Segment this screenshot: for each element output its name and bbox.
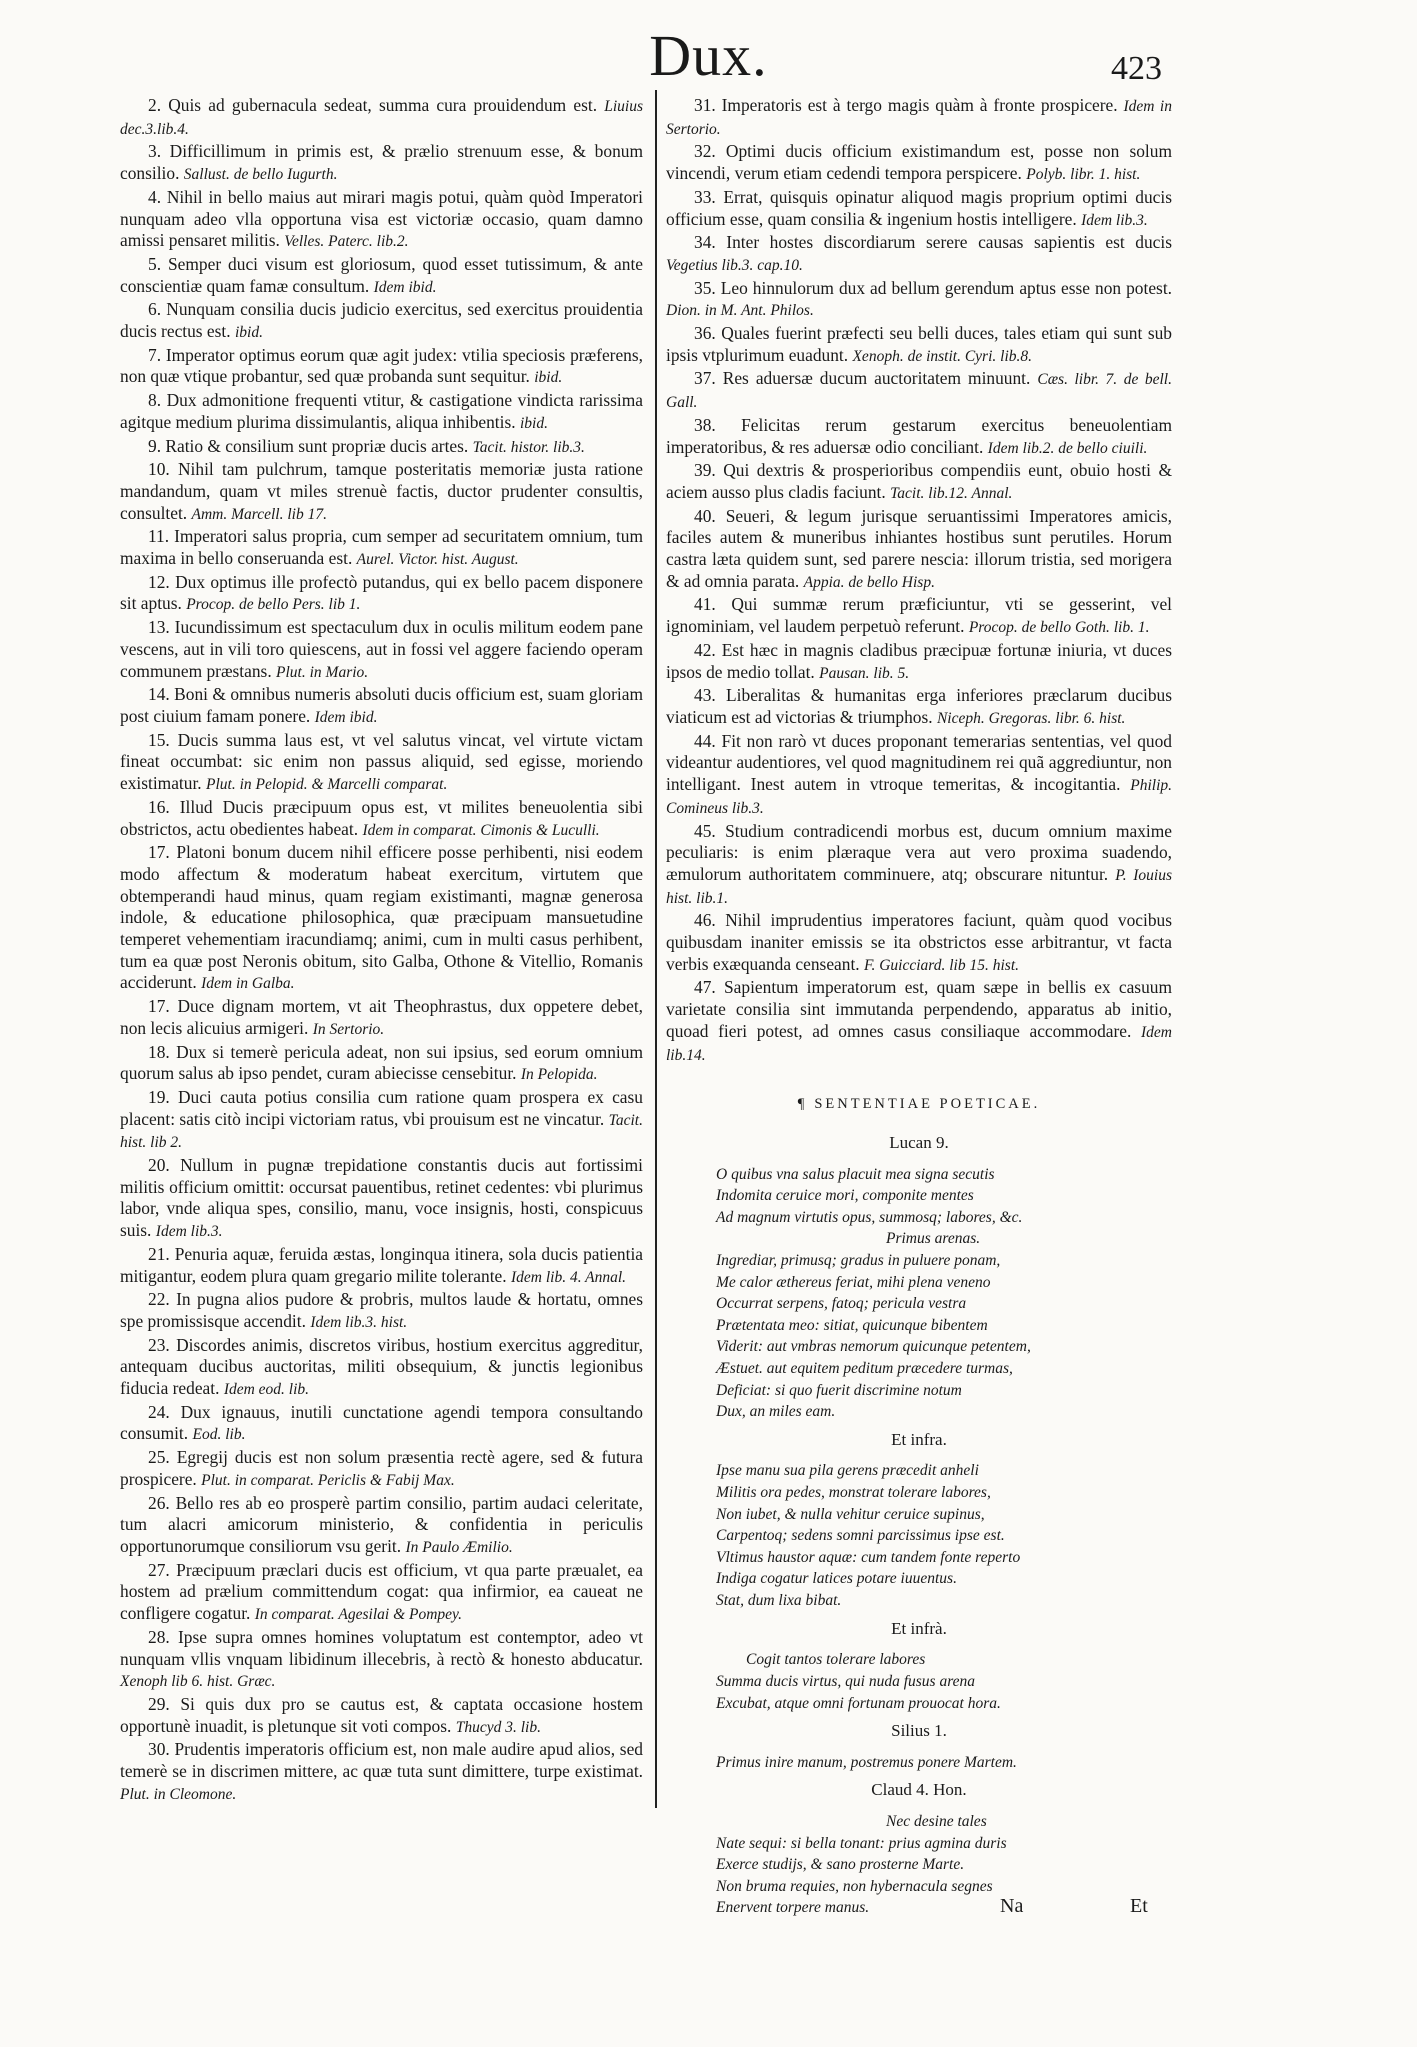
entry-citation: Idem lib.3.	[155, 1223, 223, 1241]
entry-citation: Xenoph lib 6. hist. Græc.	[120, 1673, 276, 1691]
entry-citation: Idem lib.2. de bello ciuili.	[987, 439, 1148, 457]
sententia-entry	[666, 187, 1172, 231]
entry-citation: Thucyd 3. lib.	[455, 1718, 541, 1736]
page-number: 423	[1111, 50, 1162, 87]
entry-text: 17. Platoni bonum ducem nihil efficere posse perhibenti, nisi eodem modo affectum & moderatum habeat exercitum, virtutem que obtemperandi haud minus, quam regiam existimanti, magnæ generosa indole, & educatione philosophica, quæ præcipuam mansuetudine temperet vehementiam iracundiamq; animi, cum in multi casus perhibent, tum ea quæ post Neronis obitum, sito Galba, Othone & Vitellio, Romanis acciderunt.	[120, 842, 643, 993]
sententia-entry	[120, 1694, 643, 1738]
entry-text: 46. Nihil imprudentius imperatores faciunt, quàm quod vocibus quibusdam inaniter emissis se ita obstrictos esse arbitrantur, vt facta verbis exæquanda censeant.	[666, 910, 1172, 974]
sententia-entry	[120, 1627, 643, 1693]
sententia-entry	[120, 730, 643, 796]
sententia-entry	[666, 731, 1172, 820]
entry-text: 34. Inter hostes discordiarum serere causas sapientis est ducis	[694, 232, 1172, 253]
verse-line: Ad magnum virtutis opus, summosq; labores, &c.	[716, 1208, 1023, 1226]
page-title: Dux.	[649, 23, 768, 88]
entry-citation: Idem ibid.	[373, 278, 437, 296]
entry-citation: Appia. de bello Hisp.	[803, 573, 935, 591]
entry-text: 18. Dux si temerè pericula adeat, non sui ipsius, sed eorum omnium quorum salus ab ipso pendet, curam abiecisse censebitur.	[120, 1041, 643, 1084]
sententia-entry	[120, 526, 643, 570]
sententia-entry	[666, 977, 1172, 1066]
verse-line: Æstuet. aut equitem peditum præcedere turmas,	[716, 1359, 1013, 1377]
verse-line: Primus arenas.	[886, 1230, 981, 1248]
sententia-entry	[666, 685, 1172, 729]
entry-citation: Procop. de bello Pers. lib 1.	[186, 596, 361, 614]
entry-citation: Idem ibid.	[314, 708, 378, 726]
entry-text: 45. Studium contradicendi morbus est, ducum omnium maxime peculiaris: is enim plæraque vera aut vero proxima suadendo, æmulorum authoritatem comminuere, atq; obscurare nituntur.	[666, 820, 1172, 884]
entry-text: 29. Si quis dux pro se cautus est, & captata occasione hostem opportunè inuadit, is pletunque sit voti compos.	[120, 1693, 643, 1736]
entry-text: 12. Dux optimus ille profectò putandus, qui ex bello pacem disponere sit aptus.	[120, 571, 643, 614]
entry-citation: Tacit. hist. lib 2.	[120, 1111, 643, 1152]
entry-citation: Dion. in M. Ant. Philos.	[666, 302, 814, 320]
paragraph-mark: ¶	[797, 1096, 805, 1113]
entry-text: 32. Optimi ducis officium existimandum est, posse non solum vincendi, verum etiam cedendi tempora perspicere.	[666, 141, 1172, 184]
sententia-entry	[120, 1042, 643, 1086]
poem-source: Silius 1.	[891, 1721, 947, 1741]
verse-line: Summa ducis virtus, qui nuda fusus arena	[716, 1672, 976, 1690]
entry-citation: ibid.	[519, 414, 548, 432]
entry-text: 47. Sapientum imperatorum est, quam sæpe in bellis ex casuum varietate consilia sint immutanda perpendendo, apparatus ab initio, quoad fieri potest, ad omnes casus consiliaque accommodare.	[666, 977, 1172, 1041]
sententia-entry	[120, 141, 643, 185]
entry-text: 22. In pugna alios pudore & probris, multos laude & hortatu, omnes spe promissisque accendit.	[120, 1289, 643, 1331]
entry-citation: Xenoph. de instit. Cyri. lib.8.	[852, 347, 1032, 365]
verse-line: Prætentata meo: sitiat, quicunque bibentem	[716, 1316, 988, 1334]
verse-line: Occurrat serpens, fatoq; pericula vestra	[716, 1295, 967, 1313]
entry-citation: F. Guicciard. lib 15. hist.	[864, 956, 1019, 974]
entry-text: 5. Semper duci visum est gloriosum, quod esset tutissimum, & ante conscientiæ quam famæ consultum.	[120, 253, 643, 296]
verse-line: Excubat, atque omni fortunam prouocat hora.	[716, 1694, 1001, 1712]
verse-line: Enervent torpere manus.	[716, 1899, 870, 1917]
sententia-entry	[120, 1493, 643, 1559]
sententia-entry	[120, 95, 643, 140]
entry-text: 24. Dux ignauus, inutili cunctatione agendi tempora consultando consumit.	[120, 1401, 643, 1444]
entry-citation: Pausan. lib. 5.	[819, 664, 910, 682]
entry-text: 13. Iucundissimum est spectaculum dux in oculis militum eodem pane vescens, aut in vili toro quiescens, aut in fossi vel aggere faciendo operam communem præstans.	[120, 617, 643, 681]
sententia-entry	[120, 842, 643, 995]
entry-text: 6. Nunquam consilia ducis judicio exercitus, sed exercitus prouidentia ducis rectus est.	[120, 299, 643, 342]
entry-citation: In Sertorio.	[312, 1020, 385, 1038]
sententia-entry	[120, 1447, 643, 1491]
sententia-entry	[120, 254, 643, 298]
right-entries	[666, 95, 1172, 1066]
entry-text: 44. Fit non rarò vt duces proponant temerarias sententias, vel quod videantur audentiores, vel quod magnitudinem rei quã aggrediuntur, non intelligant. Inest autem in vtroque temeritas, & incogitantia.	[666, 730, 1172, 795]
entry-text: 36. Quales fuerint præfecti seu belli duces, tales etiam qui sunt sub ipsis vtplurimum euadunt.	[666, 323, 1172, 365]
sententia-entry	[666, 506, 1172, 594]
catchword-2: Et	[1130, 1895, 1148, 1917]
entry-text: 28. Ipse supra omnes homines voluptatum est contemptor, adeo vt nunquam vllis vnquam libidinum illecebris, à rectò & honesto abducatur.	[120, 1626, 643, 1669]
verse-line: Exerce studijs, & sano prosterne Marte.	[716, 1856, 965, 1874]
entry-citation: ibid.	[234, 324, 263, 342]
entry-text: 20. Nullum in pugnæ trepidatione constantis ducis aut fortissimi militis officium omittit: occursat pauentibus, retinet cedentes: vbi plurimus labor, vnde aliqua spes, consilio, manu, voce insignis, hosti, conspicuus suis.	[120, 1155, 643, 1241]
entry-citation: Cæs. libr. 7. de bell. Gall.	[666, 371, 1172, 412]
sententia-entry	[666, 640, 1172, 684]
verse-line: Militis ora pedes, monstrat tolerare labores,	[716, 1484, 991, 1502]
verse-line: Nec desine tales	[886, 1813, 987, 1831]
verse-line: Carpentoq; sedens somni parcissimus ipse est.	[716, 1527, 1005, 1545]
entry-citation: Idem in comparat. Cimonis & Luculli.	[362, 821, 600, 839]
sententia-entry	[120, 345, 643, 389]
entry-text: 8. Dux admonitione frequenti vtitur, & castigatione vindicta rarissima agitque medium plurima dissimulantis, aliqua inhibentis.	[120, 390, 643, 432]
sententia-entry	[120, 459, 643, 525]
sententia-entry	[666, 460, 1172, 504]
verse-line: Viderit: aut vmbras nemorum quicunque petentem,	[716, 1338, 1031, 1356]
entry-text: 16. Illud Ducis præcipuum opus est, vt milites beneuolentia sibi obstrictos, actu obedientes habeat.	[120, 796, 643, 839]
poem-source: Claud 4. Hon.	[871, 1780, 967, 1800]
entry-text: 3. Difficillimum in primis est, & prælio strenuum esse, & bonum consilio.	[120, 141, 643, 184]
entry-citation: In Pelopida.	[520, 1066, 598, 1084]
entry-text: 27. Præcipuum præclari ducis est officium, vt qua parte præualet, ea hostem ad prælium committendum cogat: qua infirmior, ea caueat ne confligere cogatur.	[120, 1559, 643, 1624]
entry-citation: In comparat. Agesilai & Pompey.	[254, 1606, 462, 1624]
verse-line: Indomita ceruice mori, componite mentes	[716, 1187, 974, 1205]
entry-citation: Vegetius lib.3. cap.10.	[666, 256, 803, 274]
entry-text: 31. Imperatoris est à tergo magis quàm à fronte prospicere.	[694, 95, 1118, 115]
entry-citation: Idem lib.3. hist.	[310, 1313, 408, 1331]
entry-text: 19. Duci cauta potius consilia cum ratione quam prospera ex casu placent: satis citò incipi victoriam ratus, vbi prouisum est ne vincatur.	[120, 1086, 643, 1129]
sententia-entry	[120, 1739, 643, 1805]
verse-line: Non bruma requies, non hybernacula segnes	[716, 1877, 993, 1895]
sententia-entry	[120, 1560, 643, 1626]
verse-line: Indiga cogatur latices potare iuuentus.	[716, 1570, 957, 1588]
verse-block	[666, 1460, 1172, 1611]
entry-text: 11. Imperatori salus propria, cum semper ad securitatem omnium, tum maxima in bello conseruanda est.	[120, 526, 643, 569]
entry-text: 38. Felicitas rerum gestarum exercitus beneuolentiam imperatoribus, & res aduersæ odio conciliant.	[666, 414, 1172, 457]
poetic-heading-text: SENTENTIAE POETICAE.	[814, 1096, 1041, 1113]
entry-citation: Sallust. de bello Iugurth.	[183, 166, 338, 184]
entry-citation: Eod. lib.	[192, 1426, 246, 1444]
entry-citation: Philip. Comineus lib.3.	[666, 777, 1172, 817]
sententia-entry	[666, 141, 1172, 185]
entry-text: 4. Nihil in bello maius aut mirari magis potui, quàm quòd Imperatori nunquam adeo vlla opportuna visa est victoriæ occasio, quam damno amissi pensaret militis.	[120, 186, 643, 251]
sententia-entry	[120, 572, 643, 616]
entry-citation: Idem lib.14.	[666, 1023, 1172, 1064]
entry-citation: Plut. in Mario.	[276, 663, 369, 681]
entry-citation: In Paulo Æmilio.	[405, 1539, 513, 1556]
entry-text: 21. Penuria aquæ, feruida æstas, longinqua itinera, sola ducis patientia mitigantur, eodem plura quam gregario milite tolerante.	[120, 1243, 643, 1286]
sententia-entry	[120, 1402, 643, 1446]
poetic-heading	[666, 1094, 1172, 1116]
entry-text: 10. Nihil tam pulchrum, tamque posteritatis memoriæ justa ratione mandandum, quam vt miles strenuè factis, ductor prudenter consultis, consultet.	[120, 459, 643, 523]
verse-line: Primus inire manum, postremus ponere Martem.	[716, 1753, 1017, 1771]
verse-block	[666, 1164, 1172, 1423]
entry-text: 30. Prudentis imperatoris officium est, non male audire apud alios, sed temerè se in discrimen mittere, ac quæ tuta sunt dimittere, turpe existimat.	[120, 1739, 643, 1782]
entry-text: 14. Boni & omnibus numeris absoluti ducis officium est, suam gloriam post ciuium famam ponere.	[120, 684, 643, 726]
entry-citation: Idem in Sertorio.	[666, 98, 1172, 138]
verse-line: Non iubet, & nulla vehitur ceruice supinus,	[716, 1505, 985, 1523]
sententia-entry	[120, 187, 643, 253]
poetic-sections	[666, 1132, 1172, 1919]
verse-line: Deficiat: si quo fuerit discrimine notum	[716, 1381, 962, 1399]
sententia-entry	[120, 797, 643, 841]
poem-source: Lucan 9.	[889, 1132, 949, 1152]
verse-line: Ingrediar, primusq; gradus in puluere ponam,	[716, 1252, 1001, 1270]
verse-line: Nate sequi: si bella tonant: prius agmina duris	[716, 1834, 1007, 1852]
entry-citation: Procop. de bello Goth. lib. 1.	[968, 619, 1150, 637]
entry-citation: ibid.	[534, 369, 563, 387]
right-column	[666, 95, 1172, 1919]
entry-citation: Amm. Marcell. lib 17.	[191, 505, 327, 523]
verse-line: Stat, dum lixa bibat.	[716, 1592, 842, 1610]
entry-citation: Liuius dec.3.lib.4.	[120, 98, 643, 138]
entry-citation: Plut. in Pelopid. & Marcelli comparat.	[206, 776, 448, 794]
poem-source: Et infrà.	[891, 1618, 947, 1638]
sententia-entry	[666, 95, 1172, 140]
entry-citation: Idem lib. 4. Annal.	[510, 1268, 627, 1286]
entry-citation: Polyb. libr. 1. hist.	[1026, 166, 1141, 184]
sententia-entry	[120, 390, 643, 434]
verse-line: O quibus vna salus placuit mea signa secutis	[716, 1165, 995, 1183]
sententia-entry	[120, 684, 643, 728]
verse-block	[666, 1752, 1172, 1774]
entry-citation: Plut. in comparat. Periclis & Fabij Max.	[201, 1471, 455, 1489]
entry-citation: Aurel. Victor. hist. August.	[356, 551, 519, 569]
entry-text: 42. Est hæc in magnis cladibus præcipuæ fortunæ iniuria, vt duces ipsos de medio tollat.	[666, 639, 1172, 682]
verse-block	[666, 1649, 1172, 1714]
entry-citation: Niceph. Gregoras. libr. 6. hist.	[936, 709, 1126, 727]
poem-source: Et infra.	[891, 1429, 947, 1449]
sententia-entry	[120, 1155, 643, 1243]
verse-line: Me calor æthereus feriat, mihi plena veneno	[716, 1273, 991, 1291]
entry-text: 40. Seueri, & legum jurisque seruantissimi Imperatores amicis, faciles autem & muneribus inhiantes hostibus sunt perutiles. Horum castra læta quidem sunt, sed parere nescia: illorum tristia, sed morigera & ad omnia parata.	[666, 505, 1172, 591]
verse-line: Dux, an miles eam.	[716, 1403, 836, 1421]
sententia-entry	[120, 1335, 643, 1401]
sententia-entry	[666, 594, 1172, 638]
entry-text: 7. Imperator optimus eorum quæ agit judex: vtilia speciosis præferens, non quæ vtique probantur, sed quæ probanda sunt sequitur.	[120, 344, 643, 387]
entry-citation: Idem lib.3.	[1081, 211, 1148, 229]
sententia-entry	[120, 996, 643, 1040]
entry-text: 43. Liberalitas & humanitas erga inferiores præclarum ducibus viaticum est ad victorias & triumphos.	[666, 685, 1172, 727]
sententia-entry	[666, 415, 1172, 459]
sententia-entry	[120, 299, 643, 343]
entry-citation: Idem eod. lib.	[223, 1381, 310, 1399]
column-divider	[655, 90, 657, 1808]
entry-text: 9. Ratio & consilium sunt propriæ ducis artes.	[148, 435, 469, 456]
verse-block	[666, 1811, 1172, 1919]
verse-line: Vltimus haustor aquæ: cum tandem fonte reperto	[716, 1548, 1021, 1566]
sententia-entry	[120, 436, 643, 459]
sententia-entry	[666, 232, 1172, 276]
entry-citation: Tacit. lib.12. Annal.	[890, 484, 1013, 502]
sententia-entry	[120, 1087, 643, 1154]
entry-citation: Tacit. histor. lib.3.	[472, 438, 585, 456]
entry-text: 37. Res aduersæ ducum auctoritatem minuunt.	[694, 368, 1031, 389]
catchword-1: Na	[1000, 1895, 1024, 1917]
entry-text: 17. Duce dignam mortem, vt ait Theophrastus, dux oppetere debet, non lecis alicuius armigeri.	[120, 996, 643, 1038]
entry-text: 23. Discordes animis, discretos viribus, hostium exercitus aggreditur, antequam ducibus auctoritas, militi obsequium, & junctis legionibus fiducia redeat.	[120, 1334, 643, 1399]
sententia-entry	[666, 278, 1172, 322]
sententia-entry	[666, 368, 1172, 413]
left-column	[120, 95, 643, 1806]
sententia-entry	[666, 910, 1172, 976]
entry-text: 39. Qui dextris & prosperioribus compendiis eunt, obuio hosti & aciem ausso plus cladis faciunt.	[666, 460, 1172, 502]
verse-line: Cogit tantos tolerare labores	[746, 1651, 926, 1669]
entry-text: 15. Ducis summa laus est, vt vel salutus vincat, vel virtute victam fineat occumbat: sic enim non passus aliquid, sed egisse, moriendo existimatur.	[120, 729, 643, 794]
entry-text: 41. Qui summæ rerum præficiuntur, vti se gesserint, vel ignominiam, vel laudem perpetuò referunt.	[666, 594, 1172, 637]
sententia-entry	[666, 323, 1172, 367]
entry-text: 26. Bello res ab eo prosperè partim consilio, partim audaci celeritate, tum alacri amicorum ministerio, & confidentia in periculis opportunorumque consiliorum vsu gerit.	[120, 1492, 643, 1556]
entry-text: 33. Errat, quisquis opinatur aliquod magis proprium optimi ducis officium esse, quam consilia & ingenium hostis intelligere.	[666, 186, 1172, 229]
sententia-entry	[120, 1289, 643, 1333]
entry-text: 2. Quis ad gubernacula sedeat, summa cura prouidendum est.	[148, 95, 598, 115]
entry-text: 35. Leo hinnulorum dux ad bellum gerendum aptus esse non potest.	[694, 277, 1172, 298]
sententia-entry	[666, 821, 1172, 910]
entry-citation: Velles. Paterc. lib.2.	[284, 233, 409, 251]
entry-text: 25. Egregij ducis est non solum præsentia rectè agere, sed & futura prospicere.	[120, 1447, 643, 1489]
entry-citation: Idem in Galba.	[201, 975, 295, 993]
entry-citation: P. Iouius hist. lib.1.	[666, 866, 1172, 907]
entry-citation: Plut. in Cleomone.	[120, 1785, 237, 1803]
verse-line: Ipse manu sua pila gerens præcedit anheli	[716, 1462, 979, 1480]
sententia-entry	[120, 1244, 643, 1288]
sententia-entry	[120, 617, 643, 683]
